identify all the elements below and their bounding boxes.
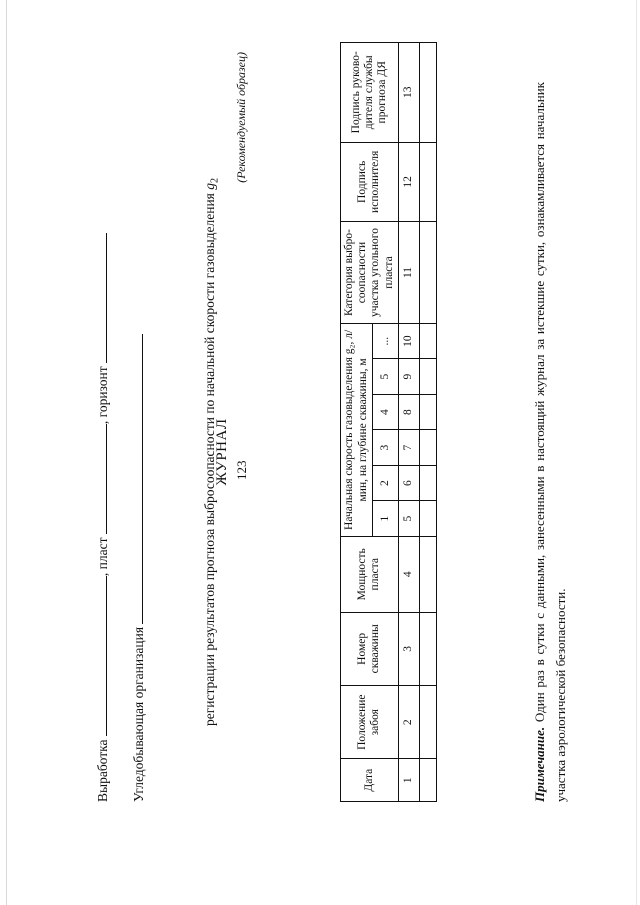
empty-cell[interactable] <box>419 430 436 466</box>
organization-blank[interactable] <box>130 334 143 624</box>
depth-cell: 2 <box>373 465 399 501</box>
empty-cell[interactable] <box>419 222 436 324</box>
header-velocity: Начальная скорость газовыделения g₂, л/мин, на глубине скважины, м <box>341 323 373 536</box>
recommended-label: (Рекомендуемый образец) <box>234 52 248 183</box>
header-seam-thickness: Мощность пласта <box>341 536 399 612</box>
subtitle-variable: g <box>202 182 217 190</box>
depth-cell: 5 <box>373 359 399 395</box>
header-well-number: Номер скважины <box>341 612 399 685</box>
empty-cell[interactable] <box>419 394 436 430</box>
seam-blank[interactable] <box>94 424 107 534</box>
column-number: 8 <box>398 394 419 430</box>
depth-cell: 4 <box>373 394 399 430</box>
empty-cell[interactable] <box>419 501 436 537</box>
scan-edge-left <box>6 0 7 905</box>
header-executor-signature: Подпись исполнителя <box>341 142 399 222</box>
subtitle-subscript: 2 <box>209 177 221 183</box>
header-head-signature: Подпись руково-дителя службы прогноза ДЯ <box>341 43 399 143</box>
note-label: Примечание. <box>532 726 547 802</box>
column-number: 12 <box>398 142 419 222</box>
journal-subtitle <box>202 42 221 862</box>
empty-cell[interactable] <box>419 323 436 359</box>
organization-line <box>130 334 147 802</box>
horizon-blank[interactable] <box>94 233 107 363</box>
seam-label: , пласт <box>95 537 110 577</box>
column-number: 7 <box>398 430 419 466</box>
empty-cell[interactable] <box>419 759 436 802</box>
depth-cell: 1 <box>373 501 399 537</box>
column-number: 4 <box>398 536 419 612</box>
note <box>530 82 572 802</box>
empty-data-row <box>419 43 436 802</box>
column-number: 3 <box>398 612 419 685</box>
note-text: Один раз в сутки с данными, занесенными в настоящий журнал за истекшие сутки, ознакамливается начальник участка аэрологической безопасности. <box>532 82 568 802</box>
depth-cell: 3 <box>373 430 399 466</box>
subtitle-text: регистрации результатов прогноза выбросоопасности по начальной скорости газовыделения <box>202 193 217 727</box>
column-number: 2 <box>398 686 419 759</box>
column-number: 1 <box>398 759 419 802</box>
header-row-1 <box>341 43 373 802</box>
working-blank[interactable] <box>94 576 107 736</box>
journal-title: ЖУРНАЛ <box>214 418 230 486</box>
working-label: Выработка <box>95 739 110 802</box>
column-number: 9 <box>398 359 419 395</box>
column-number: 13 <box>398 43 419 143</box>
header-face-position: Положение забоя <box>341 686 399 759</box>
scan-edge-right <box>636 0 637 905</box>
horizon-label: , горизонт <box>95 366 110 425</box>
empty-cell[interactable] <box>419 142 436 222</box>
empty-cell[interactable] <box>419 43 436 143</box>
header-date: Дата <box>341 759 399 802</box>
depth-cell: ... <box>373 323 399 359</box>
empty-cell[interactable] <box>419 612 436 685</box>
empty-cell[interactable] <box>419 465 436 501</box>
page-number: 123 <box>234 460 249 480</box>
rotated-document <box>60 42 580 862</box>
organization-label: Угледобывающая организация <box>131 626 146 802</box>
empty-cell[interactable] <box>419 686 436 759</box>
column-number: 5 <box>398 501 419 537</box>
column-number: 6 <box>398 465 419 501</box>
column-number: 10 <box>398 323 419 359</box>
empty-cell[interactable] <box>419 536 436 612</box>
journal-table <box>340 42 437 802</box>
header-category: Категория выбро-соопасности участка угольного пласта <box>341 222 399 324</box>
working-line <box>94 233 111 802</box>
empty-cell[interactable] <box>419 359 436 395</box>
column-number-row <box>398 43 419 802</box>
column-number: 11 <box>398 222 419 324</box>
